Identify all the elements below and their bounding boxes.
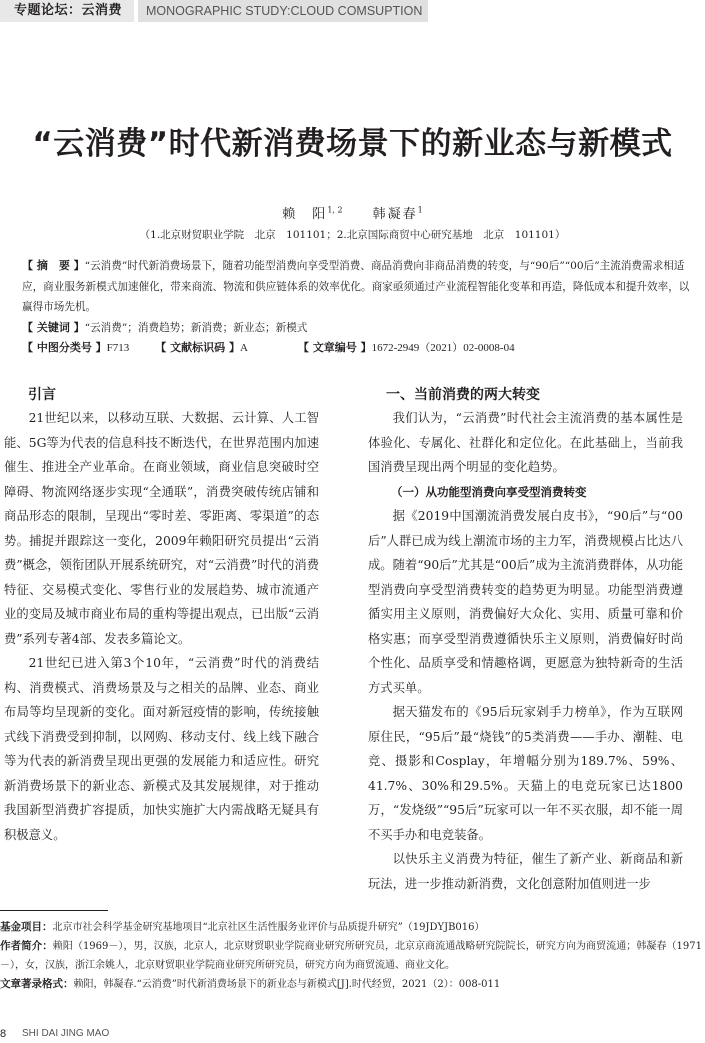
abstract-text: “云消费”时代新消费场景下，随着功能型消费向享受型消费、商品消费向非商品消费的转变，与“90后”“00后”主流消费需求相适应，商业服务新模式加速催化，带来商流、物流和供应链体系的效率优化。商家亟须通过产业流程智能化变革和再造，降低成本和提升效率，以赢得市场先机。 — [22, 260, 690, 313]
affiliations: （1.北京财贸职业学院 北京 101101；2.北京国际商贸中心研究基地 北京 101101） — [139, 229, 566, 241]
footnote-divider — [0, 910, 108, 911]
keywords-label: 【 关键词 】 — [22, 320, 85, 334]
fund-text: 北京市社会科学基金研究基地项目“北京社区生活性服务业评价与品质提升研究”（19JDYJB016） — [52, 922, 485, 933]
authors — [0, 203, 705, 222]
author-affiliation-mark: 1, 2 — [327, 205, 343, 215]
left-column — [4, 384, 319, 847]
author-name: 韩凝春 — [372, 207, 418, 222]
paragraph: 21世纪已进入第3个10年，“云消费”时代的消费结构、消费模式、消费场景及与之相关的品牌、业态、商业布局等均呈现新的变化。面对新冠疫情的影响，传统接触式线下消费受到抑制，以网购、移动支付、线上线下融合等为代表的新消费呈现出更强的发展能力和适应性。研究新消费场景下的新业态、新模式及其发展规律，对于推动我国新型消费扩容提质，加快实施扩大内需战略无疑具有积极意义。 — [4, 656, 319, 842]
section-tag: 专题论坛：云消费 — [0, 0, 134, 22]
article-no-label: 【 文章编号 】 — [297, 341, 372, 354]
abstract — [22, 256, 690, 318]
author-affiliation-mark: 1 — [417, 205, 423, 215]
section-heading: 一、当前消费的两大转变 — [386, 387, 540, 403]
paragraph: 以快乐主义消费为特征，催生了新产业、新商品和新玩法，进一步推动新消费，文化创意附加值则进一步 — [368, 852, 683, 891]
fund-label: 基金项目： — [0, 921, 53, 933]
classification-row — [22, 338, 690, 359]
author-bio-label: 作者简介： — [0, 940, 53, 952]
clc-label: 【 中图分类号 】 — [22, 341, 107, 354]
paragraph: 据天猫发布的《95后玩家剁手力榜单》，作为互联网原住民，“95后”最“烧钱”的5类消费——手办、潮鞋、电竞、摄影和Cosplay，年增幅分别为189.7%、59%、41.7%、30%和29.5%。天猫上的电竞玩家已达1800万，“发烧级”“95后”玩家可以一年不买衣服，却不能一周不买手办和电竞装备。 — [368, 705, 683, 842]
abstract-label: 【 摘 要 】 — [22, 259, 85, 272]
footnotes — [0, 918, 702, 994]
abstract-block — [22, 256, 690, 359]
paragraph: 我们认为，“云消费”时代社会主流消费的基本属性是体验化、专属化、社群化和定位化。在此基础上，当前我国消费呈现出两个明显的变化趋势。 — [368, 411, 683, 474]
author-bio — [0, 937, 702, 975]
keywords-text: “云消费”；消费趋势；新消费；新业态；新模式 — [84, 321, 308, 334]
fund-note — [0, 918, 702, 937]
citation-text: 赖阳，韩凝春.“云消费”时代新消费场景下的新业态与新模式[J].时代经贸，2021（2）：008-011 — [73, 979, 501, 990]
keywords — [22, 318, 690, 339]
right-column — [368, 384, 683, 896]
article-no-value: 1672-2949（2021）02-0008-04 — [371, 342, 515, 354]
doc-code-label: 【 文献标识码 】 — [155, 341, 240, 354]
author-name: 赖 阳 — [282, 207, 328, 222]
clc-value: F713 — [106, 342, 130, 354]
doc-code-value: A — [239, 342, 248, 354]
page-number: 8 — [0, 1028, 7, 1040]
author-bio-text: 赖阳（1969－），男，汉族，北京人，北京财贸职业学院商业研究所研究员，北京京商流通战略研究院院长，研究方向为商贸流通；韩凝春（1971－），女，汉族，浙江余姚人，北京财贸职业学院商业研究所研究员，研究方向为商贸流通、商业文化。 — [0, 941, 702, 971]
article-title: “云消费”时代新消费场景下的新业态与新模式 — [32, 126, 673, 162]
paragraph: 据《2019中国潮流消费发展白皮书》，“90后”与“00后”人群已成为线上潮流市场的主力军，消费规模占比达八成。随着“90后”尤其是“00后”成为主流消费群体，从功能型消费向享受型消费转变的趋势更为明显。功能型消费遵循实用主义原则，消费偏好大众化、实用、质量可靠和价格实惠；而享受型消费遵循快乐主义原则，消费偏好时尚个性化、品质享受和情趣格调，更愿意为独特新奇的生活方式买单。 — [368, 509, 683, 695]
section-heading: 引言 — [28, 387, 56, 403]
citation-format — [0, 975, 702, 994]
subsection-heading: （一）从功能型消费向享受型消费转变 — [391, 484, 587, 499]
citation-label: 文章著录格式： — [0, 978, 74, 990]
section-tag-english: MONOGRAPHIC STUDY:CLOUD COMSUPTION — [138, 0, 428, 22]
journal-name: SHI DAI JING MAO — [22, 1028, 110, 1039]
paragraph: 21世纪以来，以移动互联、大数据、云计算、人工智能、5G等为代表的信息科技不断迭代，在世界范围内加速催生、推进全产业革命。在商业领域，商业信息突破时空障碍、物流网络逐步实现“全通联”，消费突破传统店铺和商品形态的限制，呈现出“零时差、零距离、零渠道”的态势。捕捉并跟踪这一变化，2009年赖阳研究员提出“云消费”概念，领衔团队开展系统研究，对“云消费”时代的消费特征、交易模式变化、零售行业的发展趋势、城市流通产业的变局及城市商业布局的重构等提出观点，已出版“云消费”系列专著4部、发表多篇论文。 — [4, 411, 319, 646]
